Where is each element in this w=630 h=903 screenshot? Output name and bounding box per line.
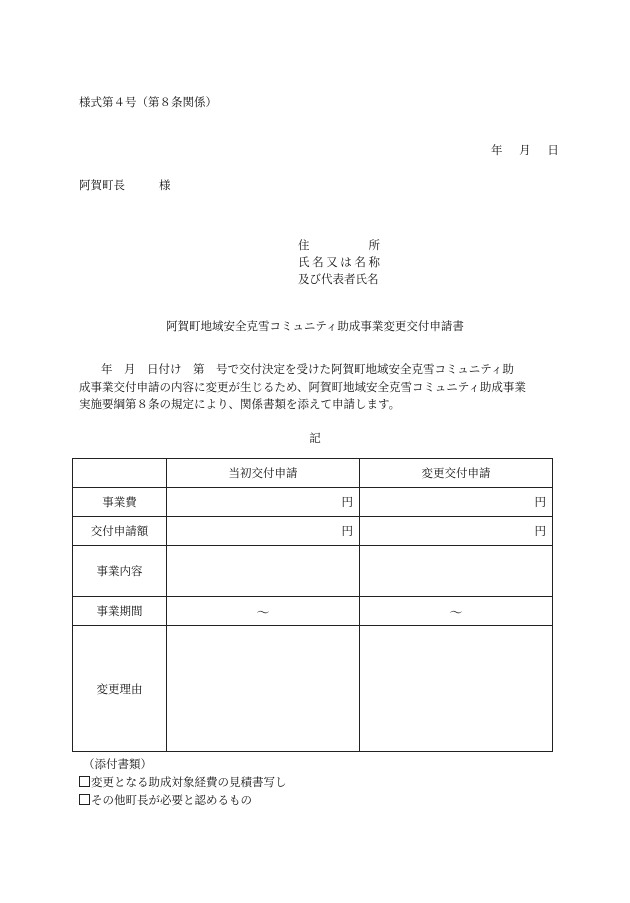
document-title: 阿賀町地域安全克雪コミュニティ助成事業変更交付申請書	[166, 319, 464, 333]
date-day: 日	[547, 143, 559, 157]
checkbox-icon[interactable]	[79, 794, 90, 805]
table-header-row	[73, 459, 553, 488]
date-line	[491, 142, 559, 158]
attachments-block	[79, 755, 287, 809]
cell-grant-amount-initial[interactable]: 円	[167, 517, 360, 546]
table-row	[73, 488, 553, 517]
table-row	[73, 626, 553, 752]
attachment-item	[79, 791, 287, 809]
cell-project-cost-changed[interactable]: 円	[360, 488, 553, 517]
body-line-1: 年 月 日付け 第 号で交付決定を受けた阿賀町地域安全克雪コミュニティ助	[101, 362, 514, 376]
cell-change-reason-initial[interactable]	[167, 626, 360, 752]
date-year: 年	[491, 143, 503, 157]
table-row	[73, 597, 553, 626]
cell-project-period-changed[interactable]: ～	[360, 597, 553, 626]
name-label: 氏名又は名称	[298, 255, 380, 269]
body-text	[79, 361, 553, 414]
address-label: 住所	[298, 238, 380, 252]
application-table	[72, 458, 553, 752]
attachment-item-label: その他町長が必要と認めるもの	[91, 793, 252, 807]
row-label-project-period: 事業期間	[73, 597, 167, 626]
header-changed-application: 変更交付申請	[360, 459, 553, 488]
ki-heading: 記	[309, 431, 321, 445]
header-initial-application: 当初交付申請	[167, 459, 360, 488]
attachment-item-label: 変更となる助成対象経費の見積書写し	[91, 775, 287, 789]
row-label-project-cost: 事業費	[73, 488, 167, 517]
applicant-block	[298, 237, 380, 288]
attachments-heading: （添付書類）	[83, 757, 152, 771]
body-line-2: 成事業交付申請の内容に変更が生じるため、阿賀町地域安全克雪コミュニティ助成事業	[79, 379, 526, 394]
attachment-item	[79, 773, 287, 791]
addressee-honorific: 様	[159, 178, 171, 192]
row-label-project-content: 事業内容	[73, 546, 167, 597]
header-blank	[73, 459, 167, 488]
table-row	[73, 517, 553, 546]
body-line-3: 実施要綱第８条の規定により、関係書類を添えて申請します。	[79, 397, 401, 411]
row-label-change-reason: 変更理由	[73, 626, 167, 752]
date-month: 月	[519, 143, 531, 157]
row-label-grant-amount: 交付申請額	[73, 517, 167, 546]
table-row	[73, 546, 553, 597]
checkbox-icon[interactable]	[79, 776, 90, 787]
cell-project-cost-initial[interactable]: 円	[167, 488, 360, 517]
cell-grant-amount-changed[interactable]: 円	[360, 517, 553, 546]
addressee	[79, 177, 171, 193]
cell-project-content-initial[interactable]	[167, 546, 360, 597]
cell-change-reason-changed[interactable]	[360, 626, 553, 752]
cell-project-content-changed[interactable]	[360, 546, 553, 597]
addressee-name: 阿賀町長	[79, 178, 125, 192]
form-number: 様式第４号（第８条関係）	[79, 95, 217, 109]
representative-label: 及び代表者氏名	[298, 272, 379, 286]
cell-project-period-initial[interactable]: ～	[167, 597, 360, 626]
